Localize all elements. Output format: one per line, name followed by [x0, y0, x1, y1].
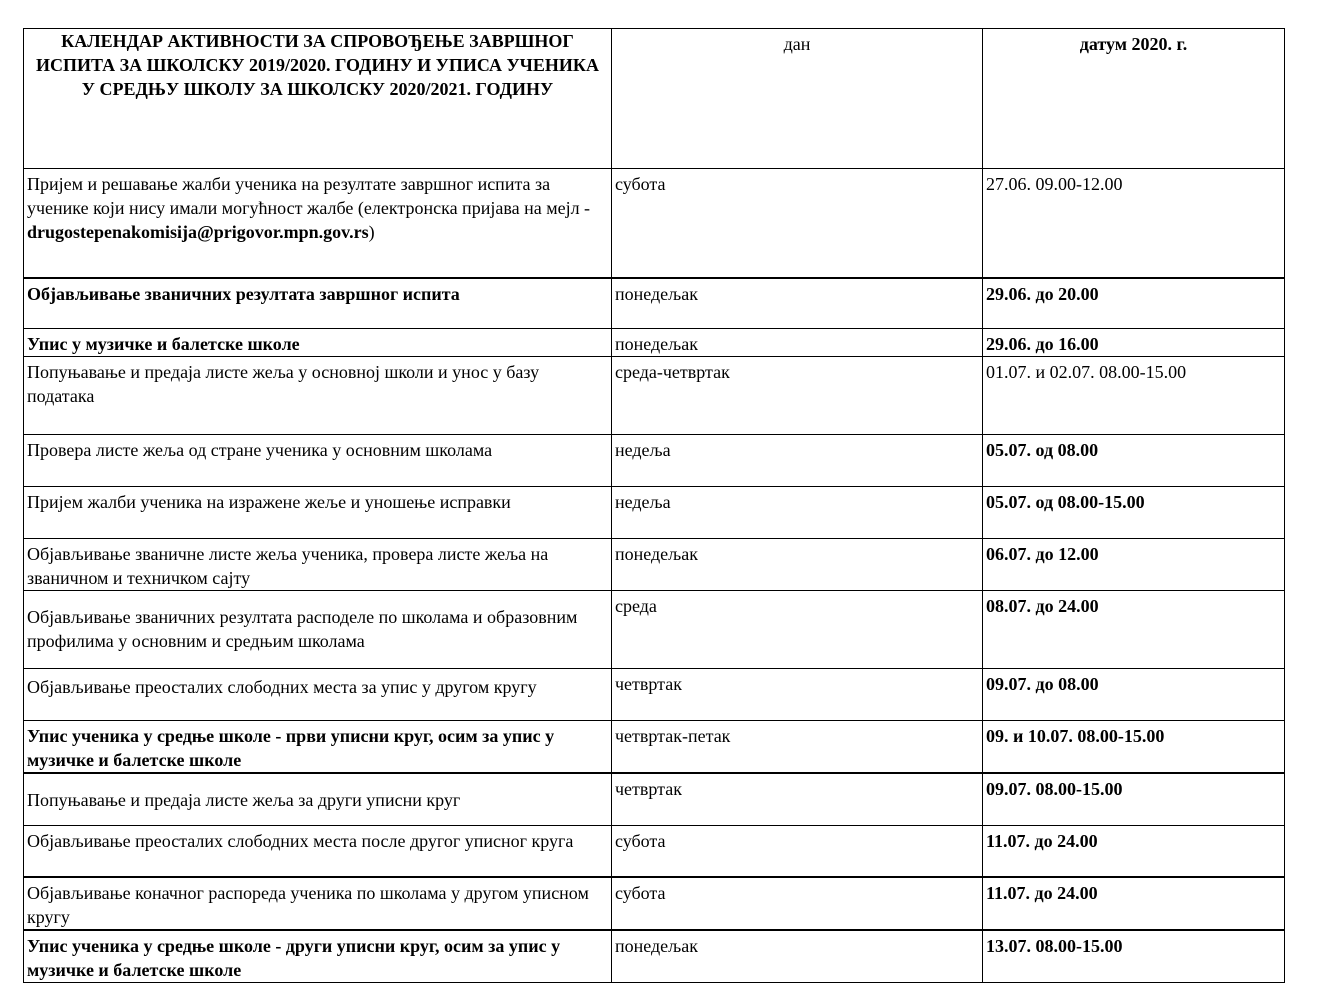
activity-cell: Објављивање званичних резултата расподеле по школама и образовним профилима у основним и средњим школама — [24, 591, 612, 669]
activity-cell — [24, 169, 612, 278]
table-row — [24, 169, 1285, 278]
day-cell: недеља — [612, 487, 983, 539]
table-row — [24, 591, 1285, 669]
table-row — [24, 539, 1285, 591]
day-cell: субота — [612, 825, 983, 877]
day-cell: недеља — [612, 435, 983, 487]
activity-cell: Упис ученика у средње школе - други уписни круг, осим за упис у музичке и балетске школе — [24, 930, 612, 983]
date-cell: 29.06. до 16.00 — [983, 329, 1285, 357]
activity-cell: Попуњавање и предаја листе жеља за други уписни круг — [24, 773, 612, 825]
date-cell: 01.07. и 02.07. 08.00-15.00 — [983, 357, 1285, 435]
day-cell: среда — [612, 591, 983, 669]
table-row — [24, 825, 1285, 877]
table-row — [24, 329, 1285, 357]
table-row — [24, 877, 1285, 930]
day-cell: понедељак — [612, 278, 983, 329]
table-row — [24, 930, 1285, 983]
day-cell: субота — [612, 877, 983, 930]
day-cell: четвртак-петак — [612, 721, 983, 774]
date-cell: 11.07. до 24.00 — [983, 877, 1285, 930]
activity-cell: Упис у музичке и балетске школе — [24, 329, 612, 357]
activity-suffix: ) — [368, 222, 375, 242]
date-cell: 29.06. до 20.00 — [983, 278, 1285, 329]
activity-cell: Упис ученика у средње школе - први уписни круг, осим за упис у музичке и балетске школе — [24, 721, 612, 774]
day-cell: понедељак — [612, 930, 983, 983]
day-cell: субота — [612, 169, 983, 278]
date-cell: 11.07. до 24.00 — [983, 825, 1285, 877]
activity-cell: Пријем жалби ученика на изражене жеље и уношење исправки — [24, 487, 612, 539]
date-cell: 05.07. од 08.00-15.00 — [983, 487, 1285, 539]
activity-cell: Објављивање преосталих слободних места после другог уписног круга — [24, 825, 612, 877]
table-row — [24, 773, 1285, 825]
date-cell: 06.07. до 12.00 — [983, 539, 1285, 591]
activity-cell: Објављивање званичне листе жеља ученика, провера листе жеља на званичном и техничком сајту — [24, 539, 612, 591]
calendar-table — [23, 28, 1285, 983]
day-cell: среда-четвртак — [612, 357, 983, 435]
activity-cell: Провера листе жеља од стране ученика у основним школама — [24, 435, 612, 487]
activity-cell: Објављивање преосталих слободних места за упис у другом кругу — [24, 669, 612, 721]
activity-text: Пријем и решавање жалби ученика на резултате завршног испита за ученике који нису имали могућност жалбе (електронска пријава на мејл - — [27, 174, 591, 218]
header-row — [24, 29, 1285, 169]
day-cell: понедељак — [612, 329, 983, 357]
table-row — [24, 721, 1285, 774]
date-cell: 13.07. 08.00-15.00 — [983, 930, 1285, 983]
table-row — [24, 435, 1285, 487]
date-cell: 09.07. 08.00-15.00 — [983, 773, 1285, 825]
column-header-date: датум 2020. г. — [983, 29, 1285, 169]
activity-cell: Објављивање коначног распореда ученика по школама у другом уписном кругу — [24, 877, 612, 930]
table-row — [24, 278, 1285, 329]
table-row — [24, 669, 1285, 721]
date-cell: 05.07. од 08.00 — [983, 435, 1285, 487]
date-cell: 08.07. до 24.00 — [983, 591, 1285, 669]
day-cell: четвртак — [612, 773, 983, 825]
table-row — [24, 487, 1285, 539]
appeal-email: drugostepenakomisija@prigovor.mpn.gov.rs — [27, 222, 369, 242]
table-title: КАЛЕНДАР АКТИВНОСТИ ЗА СПРОВОЂЕЊЕ ЗАВРШНОГ ИСПИТА ЗА ШКОЛСКУ 2019/2020. ГОДИНУ И УПИСА УЧЕНИКА У СРЕДЊУ ШКОЛУ ЗА ШКОЛСКУ 2020/2021. ГОДИНУ — [24, 29, 612, 169]
day-cell: четвртак — [612, 669, 983, 721]
table-row — [24, 357, 1285, 435]
activity-cell: Објављивање званичних резултата завршног испита — [24, 278, 612, 329]
column-header-day: дан — [612, 29, 983, 169]
date-cell: 09. и 10.07. 08.00-15.00 — [983, 721, 1285, 774]
date-cell: 09.07. до 08.00 — [983, 669, 1285, 721]
day-cell: понедељак — [612, 539, 983, 591]
activity-cell: Попуњавање и предаја листе жеља у основној школи и унос у базу података — [24, 357, 612, 435]
date-cell: 27.06. 09.00-12.00 — [983, 169, 1285, 278]
